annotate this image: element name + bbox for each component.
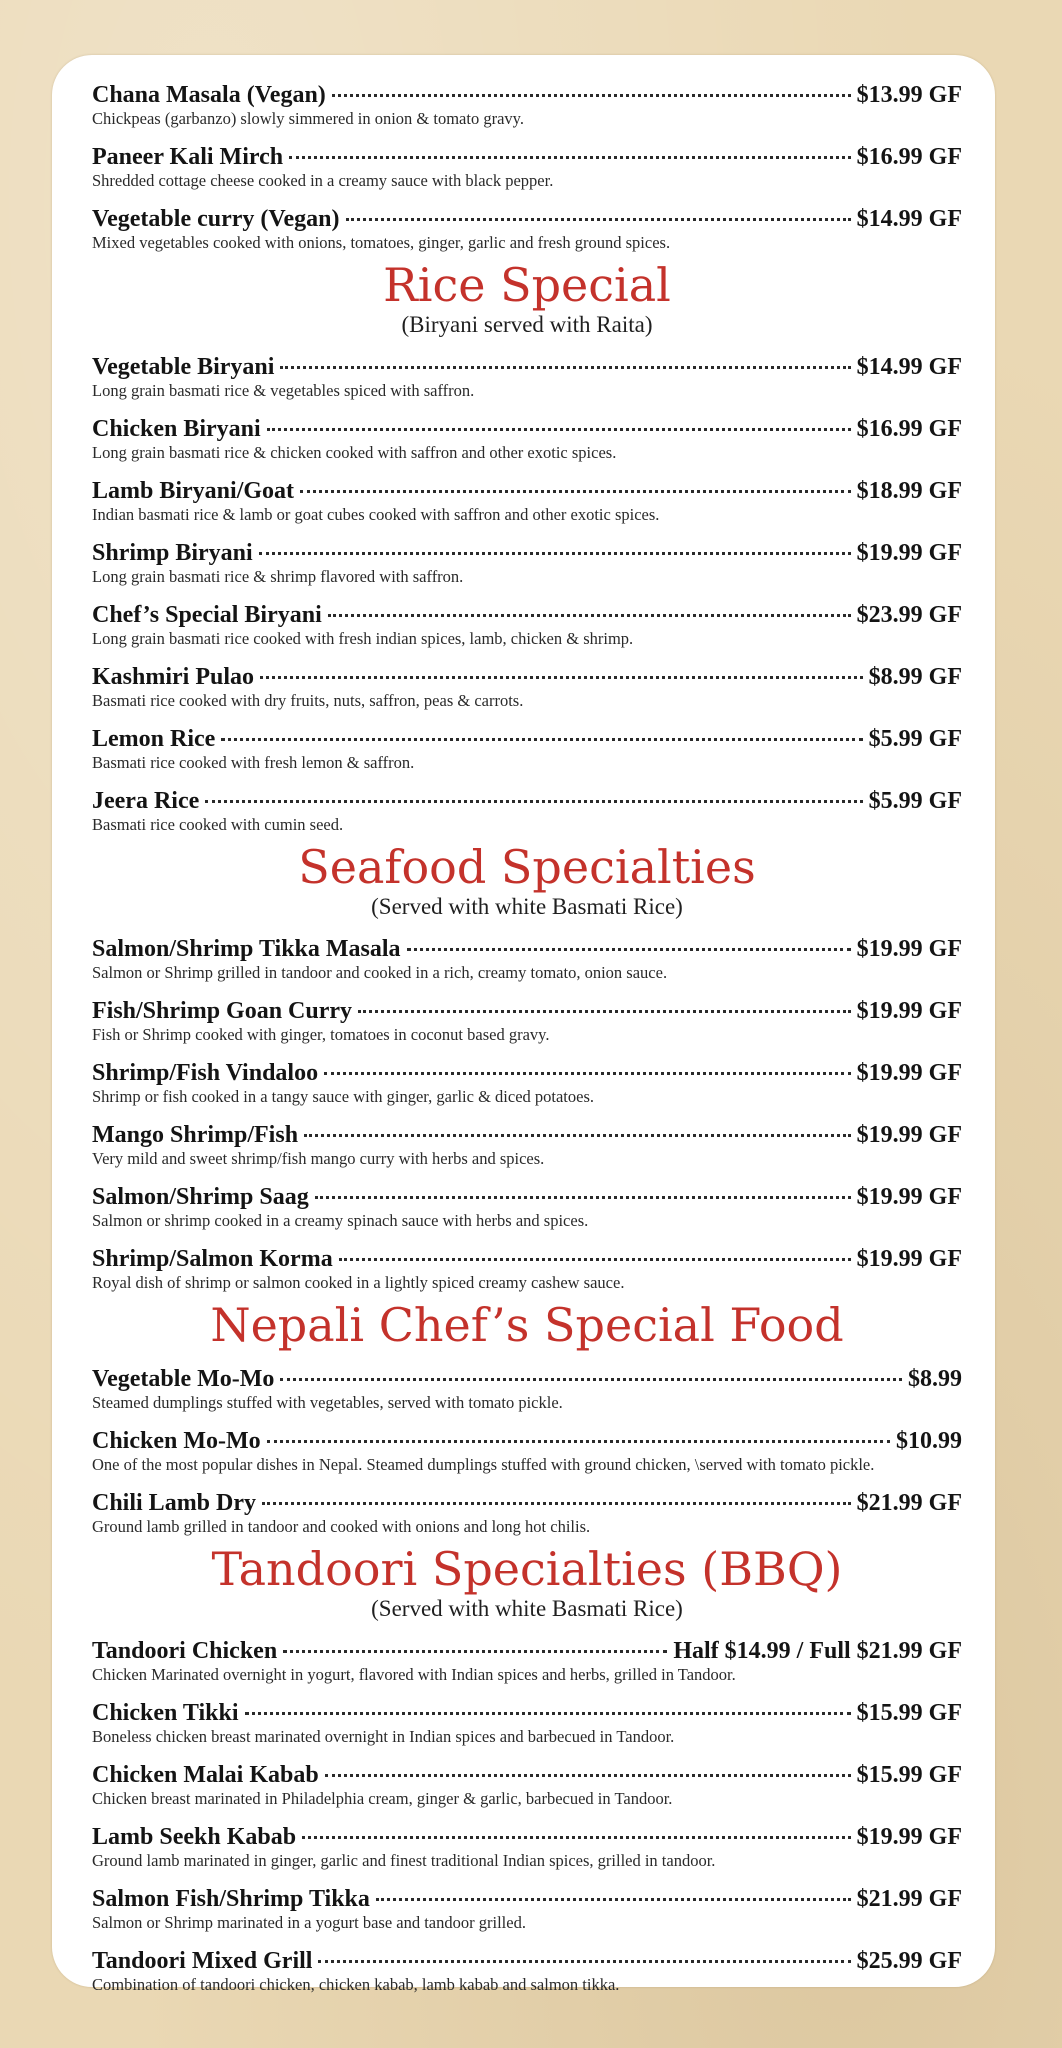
dotted-leader <box>315 1196 851 1199</box>
menu-item-row <box>92 997 962 1025</box>
menu-item-description: Long grain basmati rice & vegetables spiced with saffron. <box>92 381 475 400</box>
menu-content <box>92 73 962 1995</box>
dotted-leader <box>376 1898 851 1901</box>
section-heading: Rice Special <box>383 258 671 312</box>
menu-item-name: Shrimp/Salmon Korma <box>92 1246 333 1272</box>
dotted-leader <box>267 428 851 431</box>
menu-section <box>92 841 962 1293</box>
menu-item-price: $5.99 GF <box>868 788 962 814</box>
menu-item-price: $19.99 GF <box>856 1246 962 1272</box>
menu-item-description: Steamed dumplings stuffed with vegetables, served with tomato pickle. <box>92 1393 563 1412</box>
menu-item-row <box>92 1947 962 1975</box>
menu-item-description: Long grain basmati rice & shrimp flavored with saffron. <box>92 567 464 586</box>
menu-item-price: $19.99 GF <box>856 998 962 1024</box>
menu-item-price: $25.99 GF <box>856 1948 962 1974</box>
menu-item-description: Fish or Shrimp cooked with ginger, tomatoes in coconut based gravy. <box>92 1025 550 1044</box>
section-heading: Seafood Specialties <box>298 840 756 894</box>
menu-item <box>92 143 962 191</box>
dotted-leader <box>302 1836 851 1839</box>
menu-item-price: $19.99 GF <box>856 1824 962 1850</box>
menu-item-row <box>92 1427 962 1455</box>
menu-item-description: Chickpeas (garbanzo) slowly simmered in onion & tomato gravy. <box>92 109 524 128</box>
menu-item-price: $19.99 GF <box>856 1184 962 1210</box>
menu-item-description: Very mild and sweet shrimp/fish mango curry with herbs and spices. <box>92 1149 545 1168</box>
menu-item-row <box>92 539 962 567</box>
menu-item-row <box>92 477 962 505</box>
menu-item-price: $8.99 <box>908 1366 962 1392</box>
menu-item-name: Lamb Seekh Kabab <box>92 1824 297 1850</box>
menu-item-row <box>92 1365 962 1393</box>
menu-item-price: $16.99 GF <box>856 144 962 170</box>
menu-item-name: Fish/Shrimp Goan Curry <box>92 998 353 1024</box>
menu-item-description: One of the most popular dishes in Nepal. Steamed dumplings stuffed with ground chicken, \served with tomato pickle. <box>92 1455 875 1474</box>
menu-item-name: Chicken Biryani <box>92 416 261 442</box>
menu-item-price: $15.99 GF <box>856 1762 962 1788</box>
menu-item-name: Chef’s Special Biryani <box>92 602 322 628</box>
menu-item-price: $5.99 GF <box>868 726 962 752</box>
menu-item-description: Ground lamb marinated in ginger, garlic and finest traditional Indian spices, grilled in tandoor. <box>92 1851 716 1870</box>
menu-item-name: Chicken Tikki <box>92 1700 239 1726</box>
menu-item-name: Chicken Malai Kabab <box>92 1762 319 1788</box>
menu-item-row <box>92 1245 962 1273</box>
dotted-leader <box>280 366 850 369</box>
section-subheading: (Biryani served with Raita) <box>401 312 653 337</box>
menu-item <box>92 415 962 463</box>
dotted-leader <box>262 1502 851 1505</box>
menu-item-row <box>92 81 962 109</box>
menu-item <box>92 1183 962 1231</box>
menu-item-row <box>92 1823 962 1851</box>
menu-item-description: Mixed vegetables cooked with onions, tomatoes, ginger, garlic and fresh ground spices. <box>92 233 671 252</box>
menu-item-price: $23.99 GF <box>856 602 962 628</box>
menu-item-name: Kashmiri Pulao <box>92 664 255 690</box>
menu-item-price: $21.99 GF <box>856 1490 962 1516</box>
menu-item-description: Chicken breast marinated in Philadelphia cream, ginger & garlic, barbecued in Tandoor. <box>92 1789 673 1808</box>
menu-section <box>92 259 962 835</box>
menu-item <box>92 725 962 773</box>
menu-item-name: Shrimp Biryani <box>92 540 253 566</box>
menu-item-name: Tandoori Chicken <box>92 1638 278 1664</box>
menu-item-row <box>92 601 962 629</box>
menu-item-name: Salmon/Shrimp Tikka Masala <box>92 936 401 962</box>
menu-item <box>92 477 962 525</box>
menu-item-name: Chili Lamb Dry <box>92 1490 257 1516</box>
menu-item-name: Vegetable Mo-Mo <box>92 1366 275 1392</box>
menu-item-name: Vegetable Biryani <box>92 354 275 380</box>
menu-item-price: $10.99 <box>896 1428 962 1454</box>
menu-item-row <box>92 935 962 963</box>
dotted-leader <box>358 1010 851 1013</box>
menu-item <box>92 1637 962 1685</box>
menu-item <box>92 787 962 835</box>
menu-item-price: $19.99 GF <box>856 540 962 566</box>
dotted-leader <box>328 614 851 617</box>
dotted-leader <box>318 1960 850 1963</box>
dotted-leader <box>346 218 851 221</box>
menu-item-row <box>92 1183 962 1211</box>
menu-item <box>92 1699 962 1747</box>
menu-item-name: Lemon Rice <box>92 726 216 752</box>
menu-item <box>92 601 962 649</box>
menu-item-price: $19.99 GF <box>856 936 962 962</box>
menu-item-name: Vegetable curry (Vegan) <box>92 206 340 232</box>
menu-item-row <box>92 1637 962 1665</box>
section-heading: Nepali Chef’s Special Food <box>210 1298 844 1352</box>
menu-item <box>92 1761 962 1809</box>
menu-item-name: Chicken Mo-Mo <box>92 1428 261 1454</box>
menu-item-description: Ground lamb grilled in tandoor and cooked with onions and long hot chilis. <box>92 1517 591 1536</box>
menu-item-row <box>92 205 962 233</box>
dotted-leader <box>324 1072 851 1075</box>
menu-item-description: Salmon or shrimp cooked in a creamy spinach sauce with herbs and spices. <box>92 1211 589 1230</box>
menu-item-row <box>92 1121 962 1149</box>
menu-item <box>92 1059 962 1107</box>
dotted-leader <box>221 738 862 741</box>
menu-item-name: Salmon Fish/Shrimp Tikka <box>92 1886 370 1912</box>
menu-item-name: Tandoori Mixed Grill <box>92 1948 313 1974</box>
menu-item-price: $19.99 GF <box>856 1122 962 1148</box>
menu-item-row <box>92 787 962 815</box>
dotted-leader <box>304 1134 851 1137</box>
dotted-leader <box>245 1712 851 1715</box>
menu-item-row <box>92 415 962 443</box>
menu-item-price: $19.99 GF <box>856 1060 962 1086</box>
menu-item-price: $13.99 GF <box>856 82 962 108</box>
menu-item-description: Salmon or Shrimp grilled in tandoor and cooked in a rich, creamy tomato, onion sauce. <box>92 963 668 982</box>
menu-item-description: Salmon or Shrimp marinated in a yogurt base and tandoor grilled. <box>92 1913 526 1932</box>
menu-item-name: Jeera Rice <box>92 788 200 814</box>
menu-item-row <box>92 1885 962 1913</box>
dotted-leader <box>283 1650 667 1653</box>
dotted-leader <box>260 676 863 679</box>
menu-item-description: Basmati rice cooked with cumin seed. <box>92 815 344 834</box>
menu-item-price: $18.99 GF <box>856 478 962 504</box>
menu-item-description: Basmati rice cooked with dry fruits, nuts, saffron, peas & carrots. <box>92 691 524 710</box>
section-subheading: (Served with white Basmati Rice) <box>371 894 683 919</box>
menu-item <box>92 663 962 711</box>
menu-item-row <box>92 353 962 381</box>
menu-item-price: $16.99 GF <box>856 416 962 442</box>
menu-item-price: $14.99 GF <box>856 206 962 232</box>
menu-item-description: Chicken Marinated overnight in yogurt, flavored with Indian spices and herbs, grilled in Tandoor. <box>92 1665 736 1684</box>
menu-item <box>92 205 962 253</box>
menu-item-description: Long grain basmati rice & chicken cooked with saffron and other exotic spices. <box>92 443 617 462</box>
dotted-leader <box>325 1774 851 1777</box>
menu-section <box>92 1299 962 1537</box>
section-subheading: (Served with white Basmati Rice) <box>371 1596 683 1621</box>
menu-item-row <box>92 1761 962 1789</box>
menu-item-name: Shrimp/Fish Vindaloo <box>92 1060 319 1086</box>
menu-item-description: Basmati rice cooked with fresh lemon & saffron. <box>92 753 415 772</box>
menu-item <box>92 1885 962 1933</box>
menu-item-description: Shredded cottage cheese cooked in a creamy sauce with black pepper. <box>92 171 554 190</box>
menu-item-price: $8.99 GF <box>868 664 962 690</box>
dotted-leader <box>407 948 851 951</box>
menu-item-row <box>92 725 962 753</box>
dotted-leader <box>205 800 862 803</box>
dotted-leader <box>300 490 851 493</box>
menu-item-description: Long grain basmati rice cooked with fresh indian spices, lamb, chicken & shrimp. <box>92 629 634 648</box>
menu-item-name: Mango Shrimp/Fish <box>92 1122 299 1148</box>
menu-item-row <box>92 663 962 691</box>
menu-item-price: $15.99 GF <box>856 1700 962 1726</box>
dotted-leader <box>332 94 851 97</box>
section-heading: Tandoori Specialties (BBQ) <box>211 1542 843 1596</box>
menu-card <box>52 55 995 1994</box>
menu-item-row <box>92 143 962 171</box>
dotted-leader <box>280 1378 902 1381</box>
menu-item-row <box>92 1699 962 1727</box>
menu-item <box>92 1427 962 1475</box>
menu-item <box>92 997 962 1045</box>
menu-item <box>92 539 962 587</box>
menu-item-price: $14.99 GF <box>856 354 962 380</box>
menu-item-row <box>92 1489 962 1517</box>
menu-item <box>92 353 962 401</box>
dotted-leader <box>339 1258 851 1261</box>
menu-item <box>92 935 962 983</box>
menu-item <box>92 1947 962 1995</box>
menu-item-price: Half $14.99 / Full $21.99 GF <box>673 1638 962 1664</box>
menu-section <box>92 81 962 253</box>
menu-item-description: Boneless chicken breast marinated overnight in Indian spices and barbecued in Tandoor. <box>92 1727 675 1746</box>
menu-item <box>92 1489 962 1537</box>
dotted-leader <box>259 552 851 555</box>
menu-item <box>92 1121 962 1169</box>
menu-item-name: Lamb Biryani/Goat <box>92 478 295 504</box>
menu-item-name: Chana Masala (Vegan) <box>92 82 326 108</box>
menu-item <box>92 1823 962 1871</box>
menu-item-price: $21.99 GF <box>856 1886 962 1912</box>
menu-item-description: Shrimp or fish cooked in a tangy sauce with ginger, garlic & diced potatoes. <box>92 1087 595 1106</box>
menu-item-name: Salmon/Shrimp Saag <box>92 1184 309 1210</box>
menu-item <box>92 1365 962 1413</box>
menu-item <box>92 81 962 129</box>
dotted-leader <box>267 1440 890 1443</box>
menu-item-name: Paneer Kali Mirch <box>92 144 284 170</box>
menu-section <box>92 1543 962 1995</box>
menu-item-description: Indian basmati rice & lamb or goat cubes cooked with saffron and other exotic spices. <box>92 505 660 524</box>
menu-item-row <box>92 1059 962 1087</box>
menu-item <box>92 1245 962 1293</box>
dotted-leader <box>289 156 851 159</box>
menu-item-description: Royal dish of shrimp or salmon cooked in a lightly spiced creamy cashew sauce. <box>92 1273 625 1292</box>
menu-item-description: Combination of tandoori chicken, chicken kabab, lamb kabab and salmon tikka. <box>92 1975 620 1994</box>
